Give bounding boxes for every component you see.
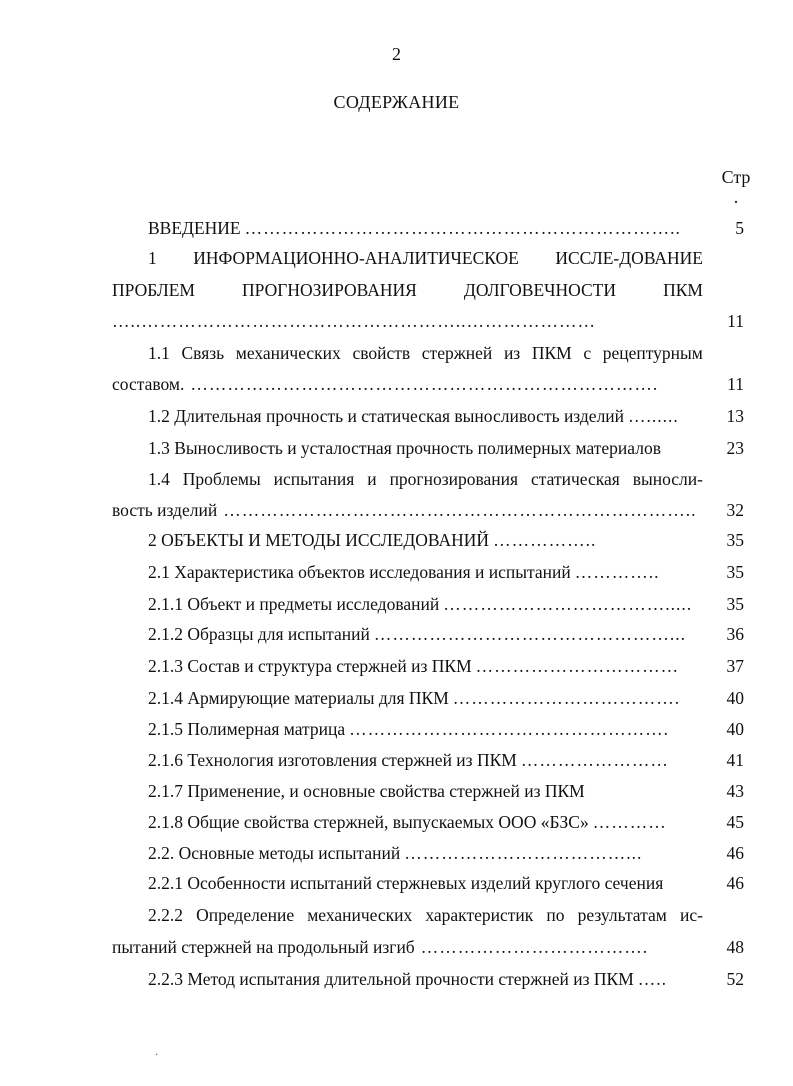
- toc-word: по: [546, 905, 565, 925]
- toc-entry-text: 2.1.8 Общие свойства стержней, выпускаемых ООО «БЗС»: [148, 812, 589, 832]
- toc-word: 1.4: [148, 469, 170, 489]
- toc-word: из: [503, 343, 521, 363]
- toc-leader-dots: …......: [628, 406, 679, 426]
- toc-page-number: 40: [726, 688, 744, 708]
- toc-word: и: [367, 469, 377, 489]
- toc-page-number: 40: [726, 719, 744, 739]
- toc-entry-line2: составом.: [112, 374, 185, 394]
- toc-word: прогнозирования: [389, 469, 519, 489]
- toc-word: с: [583, 343, 592, 363]
- toc-entry-line1: [148, 903, 703, 927]
- toc-page-number: 46: [726, 873, 744, 893]
- toc-page-number: 48: [726, 937, 744, 957]
- scan-mark: .: [155, 1044, 158, 1058]
- toc-page-number: 13: [726, 406, 744, 426]
- toc-entry-text: 2.2.3 Метод испытания длительной прочности стержней из ПКМ: [148, 969, 634, 989]
- toc-leader-dots: ……………………………: [475, 656, 680, 676]
- toc-entry-text: 2 ОБЪЕКТЫ И МЕТОДЫ ИССЛЕДОВАНИЙ: [148, 530, 490, 550]
- toc-entry-line1: [148, 467, 703, 491]
- toc-word: ПРОБЛЕМ: [112, 280, 195, 300]
- toc-page-number: 11: [727, 311, 744, 331]
- toc-leader-dots: ……………………………….: [452, 688, 681, 708]
- toc-word: испытания: [273, 469, 355, 489]
- toc-word: ПКМ: [663, 280, 703, 300]
- toc-leader-dots: …………………………………………...: [373, 624, 687, 644]
- toc-entry-text: 2.2. Основные методы испытаний: [148, 843, 401, 863]
- toc-page-number: 32: [726, 500, 744, 520]
- toc-entry-text: 2.1.7 Применение, и основные свойства стержней из ПКМ: [148, 781, 585, 801]
- toc-word: Определение: [196, 905, 295, 925]
- toc-leader-dots: ……………………………….: [420, 937, 649, 957]
- toc-entry-text: 1.2 Длительная прочность и статическая выносливость изделий: [148, 406, 625, 426]
- toc-leader-dots: …………: [592, 812, 667, 832]
- toc-entry-line1: [148, 246, 703, 270]
- toc-entry-text: 2.1.5 Полимерная матрица: [148, 719, 346, 739]
- toc-leader-dots: …..……………………………………………..…………………: [112, 311, 596, 331]
- toc-leader-dots: …..: [637, 969, 668, 989]
- toc-page-number: 35: [726, 530, 744, 550]
- toc-page-number: 35: [726, 594, 744, 614]
- toc-entry-text: 2.2.1 Особенности испытаний стержневых изделий круглого сечения: [148, 873, 664, 893]
- toc-entry-text: 2.1.6 Технология изготовления стержней из ПКМ: [148, 750, 517, 770]
- toc-leader-dots: ………………………………………………………………….: [190, 374, 659, 394]
- toc-word: 2.2.2: [148, 905, 183, 925]
- toc-page-number: 36: [726, 624, 744, 644]
- toc-page-number: 45: [726, 812, 744, 832]
- toc-word: результатам: [577, 905, 667, 925]
- toc-entry-line2: вость изделий: [112, 500, 218, 520]
- toc-entry-text: 2.1.4 Армирующие материалы для ПКМ: [148, 688, 449, 708]
- toc-word: ИНФОРМАЦИОННО-АНАЛИТИЧЕСКОЕ: [193, 248, 519, 268]
- toc-leader-dots: ……………………: [520, 750, 669, 770]
- toc-word: механических: [307, 905, 413, 925]
- toc-word: рецептурным: [602, 343, 703, 363]
- toc-word: выносли-: [632, 469, 703, 489]
- toc-word: стержней: [421, 343, 493, 363]
- toc-word: Проблемы: [182, 469, 261, 489]
- toc-word: механических: [235, 343, 341, 363]
- toc-entry-line2: [112, 278, 703, 302]
- toc-entry-text: ВВЕДЕНИЕ: [148, 218, 241, 238]
- toc-entry-text: 2.1.2 Образцы для испытаний: [148, 624, 370, 644]
- toc-leader-dots: …………..: [574, 562, 660, 582]
- toc-entry-text: 1.3 Выносливость и усталостная прочность полимерных материалов: [148, 438, 661, 458]
- toc-entry-line1: [148, 341, 703, 365]
- toc-word: ПКМ: [531, 343, 572, 363]
- toc-word: ис-: [679, 905, 703, 925]
- toc-page-number: 41: [726, 750, 744, 770]
- toc-word: ИССЛЕ-ДОВАНИЕ: [555, 248, 703, 268]
- toc-page-number: 37: [726, 656, 744, 676]
- toc-word: Связь: [181, 343, 225, 363]
- toc-leader-dots: …………………………………………….: [349, 719, 670, 739]
- toc-page-number: 43: [726, 781, 744, 801]
- toc-word: характеристик: [425, 905, 534, 925]
- toc-page-number: 35: [726, 562, 744, 582]
- toc-word: свойств: [352, 343, 411, 363]
- page-number: 2: [392, 44, 401, 64]
- toc-page-number: 52: [726, 969, 744, 989]
- toc-word: 1: [148, 248, 157, 268]
- toc-leader-dots: …………………………………………………………………..: [223, 500, 697, 520]
- toc-page-number: 11: [727, 374, 744, 394]
- toc-leader-dots: ……………………………………………………………..: [244, 218, 681, 238]
- toc-word: ПРОГНОЗИРОВАНИЯ: [242, 280, 417, 300]
- toc-word: ДОЛГОВЕЧНОСТИ: [463, 280, 617, 300]
- toc-leader-dots: ……………..: [493, 530, 597, 550]
- toc-word: статическая: [531, 469, 620, 489]
- toc-leader-dots: ………………………………...: [404, 843, 643, 863]
- page-title: СОДЕРЖАНИЕ: [333, 92, 460, 112]
- toc-page-number: 23: [726, 438, 744, 458]
- toc-word: 1.1: [148, 343, 170, 363]
- toc-page-number: 46: [726, 843, 744, 863]
- toc-leader-dots: ……………………………….....: [443, 594, 693, 614]
- toc-entry-text: 2.1.3 Состав и структура стержней из ПКМ: [148, 656, 472, 676]
- page-column-header: Стр .: [721, 167, 751, 207]
- toc-page-number: 5: [735, 218, 744, 238]
- toc-entry-text: 2.1 Характеристика объектов исследования и испытаний: [148, 562, 571, 582]
- toc-entry-line2: пытаний стержней на продольный изгиб: [112, 937, 415, 957]
- toc-entry-text: 2.1.1 Объект и предметы исследований: [148, 594, 440, 614]
